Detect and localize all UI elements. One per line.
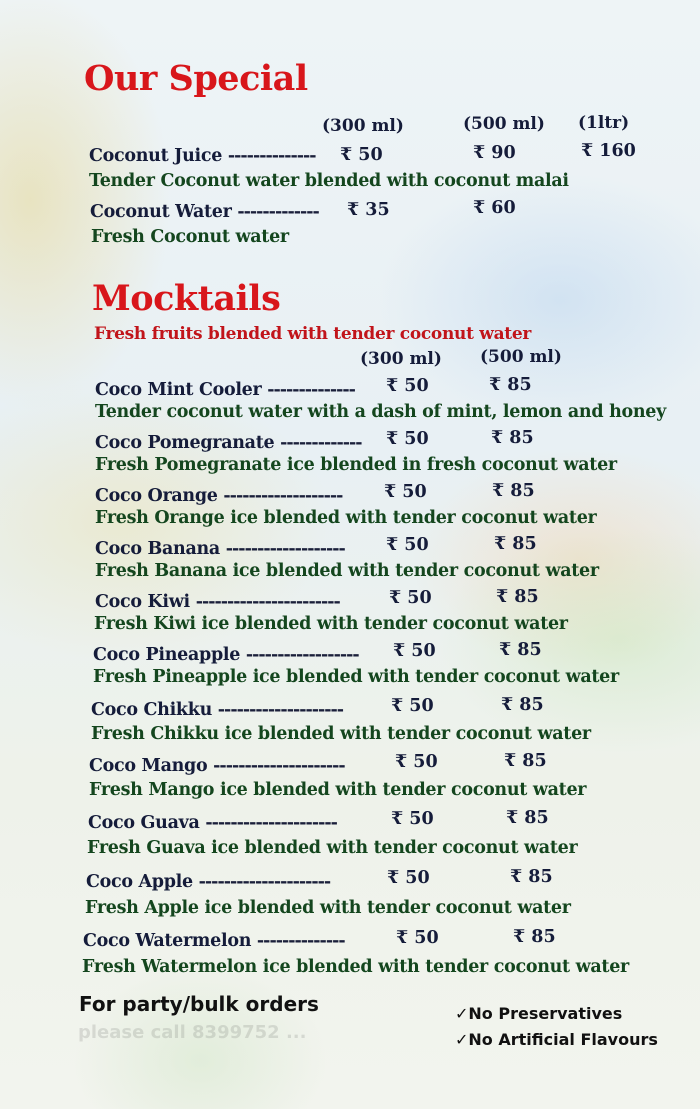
price-500ml: ₹ 85 — [501, 695, 544, 715]
menu-item-coco-orange: Coco Orange ------------------- — [95, 486, 343, 506]
size-300ml-header: (300 ml) — [360, 349, 442, 369]
no-preservatives-badge: ✓No Preservatives — [455, 1004, 623, 1023]
menu-item-coco-apple: Coco Apple --------------------- — [86, 872, 331, 892]
item-description: Fresh Pineapple ice blended with tender coconut water — [93, 667, 619, 687]
item-description: Fresh Banana ice blended with tender coconut water — [95, 561, 599, 581]
price-300ml: ₹ 50 — [391, 696, 434, 716]
item-description: Tender coconut water with a dash of mint, lemon and honey — [95, 402, 667, 422]
price-300ml: ₹ 50 — [386, 429, 429, 449]
menu-item-coco-pomegranate: Coco Pomegranate ------------- — [95, 433, 362, 453]
item-description: Fresh Chikku ice blended with tender coconut water — [91, 724, 591, 744]
menu-item-coco-mint-cooler: Coco Mint Cooler -------------- — [95, 380, 355, 400]
item-description: Fresh Orange ice blended with tender coconut water — [95, 508, 597, 528]
price-300ml: ₹ 50 — [386, 535, 429, 555]
menu-item-coco-kiwi: Coco Kiwi ----------------------- — [95, 592, 340, 612]
item-description: Fresh Apple ice blended with tender coconut water — [85, 898, 571, 918]
price-300ml: ₹ 50 — [389, 588, 432, 608]
menu-item-coco-pineapple: Coco Pineapple ------------------ — [93, 645, 359, 665]
price-300ml: ₹ 50 — [395, 752, 438, 772]
price-300ml: ₹ 35 — [347, 200, 390, 220]
item-description: Fresh Kiwi ice blended with tender coconut water — [94, 614, 568, 634]
mocktails-title: Mocktails — [92, 278, 281, 319]
item-description: Fresh Pomegranate ice blended in fresh coconut water — [95, 455, 617, 475]
price-300ml: ₹ 50 — [384, 482, 427, 502]
size-1ltr-header: (1ltr) — [578, 113, 630, 133]
price-500ml: ₹ 85 — [496, 587, 539, 607]
price-500ml: ₹ 85 — [494, 534, 537, 554]
mocktails-subtitle: Fresh fruits blended with tender coconut water — [94, 324, 532, 344]
menu-item-coco-mango: Coco Mango --------------------- — [89, 756, 345, 776]
price-1ltr: ₹ 160 — [581, 141, 636, 161]
size-300ml-header: (300 ml) — [322, 116, 404, 136]
item-description: Fresh Mango ice blended with tender coconut water — [89, 780, 587, 800]
price-500ml: ₹ 85 — [491, 428, 534, 448]
price-500ml: ₹ 85 — [492, 481, 535, 501]
price-500ml: ₹ 90 — [473, 143, 516, 163]
menu-item-coco-guava: Coco Guava --------------------- — [88, 813, 337, 833]
item-description: Tender Coconut water blended with coconut malai — [89, 171, 569, 191]
price-300ml: ₹ 50 — [391, 809, 434, 829]
price-500ml: ₹ 85 — [499, 640, 542, 660]
menu-item-coco-chikku: Coco Chikku -------------------- — [91, 700, 344, 720]
price-500ml: ₹ 85 — [489, 375, 532, 395]
menu-item-coco-watermelon: Coco Watermelon -------------- — [83, 931, 345, 951]
price-500ml: ₹ 85 — [510, 867, 553, 887]
price-500ml: ₹ 85 — [506, 808, 549, 828]
size-500ml-header: (500 ml) — [480, 347, 562, 367]
price-500ml: ₹ 85 — [513, 927, 556, 947]
item-description: Fresh Coconut water — [91, 227, 289, 247]
item-description: Fresh Watermelon ice blended with tender coconut water — [82, 957, 629, 977]
faded-contact-text: please call 8399752 ... — [78, 1022, 307, 1043]
price-500ml: ₹ 60 — [473, 198, 516, 218]
our-special-title: Our Special — [84, 58, 308, 99]
price-300ml: ₹ 50 — [396, 928, 439, 948]
price-300ml: ₹ 50 — [387, 868, 430, 888]
menu-item-coconut-juice: Coconut Juice -------------- — [89, 146, 316, 166]
price-300ml: ₹ 50 — [340, 145, 383, 165]
item-description: Fresh Guava ice blended with tender coconut water — [87, 838, 578, 858]
price-300ml: ₹ 50 — [386, 376, 429, 396]
no-artificial-flavours-badge: ✓No Artificial Flavours — [455, 1030, 658, 1049]
bulk-orders-note: For party/bulk orders — [79, 992, 319, 1016]
menu-item-coco-banana: Coco Banana ------------------- — [95, 539, 345, 559]
menu-item-coconut-water: Coconut Water ------------- — [90, 202, 319, 222]
price-300ml: ₹ 50 — [393, 641, 436, 661]
size-500ml-header: (500 ml) — [463, 114, 545, 134]
price-500ml: ₹ 85 — [504, 751, 547, 771]
